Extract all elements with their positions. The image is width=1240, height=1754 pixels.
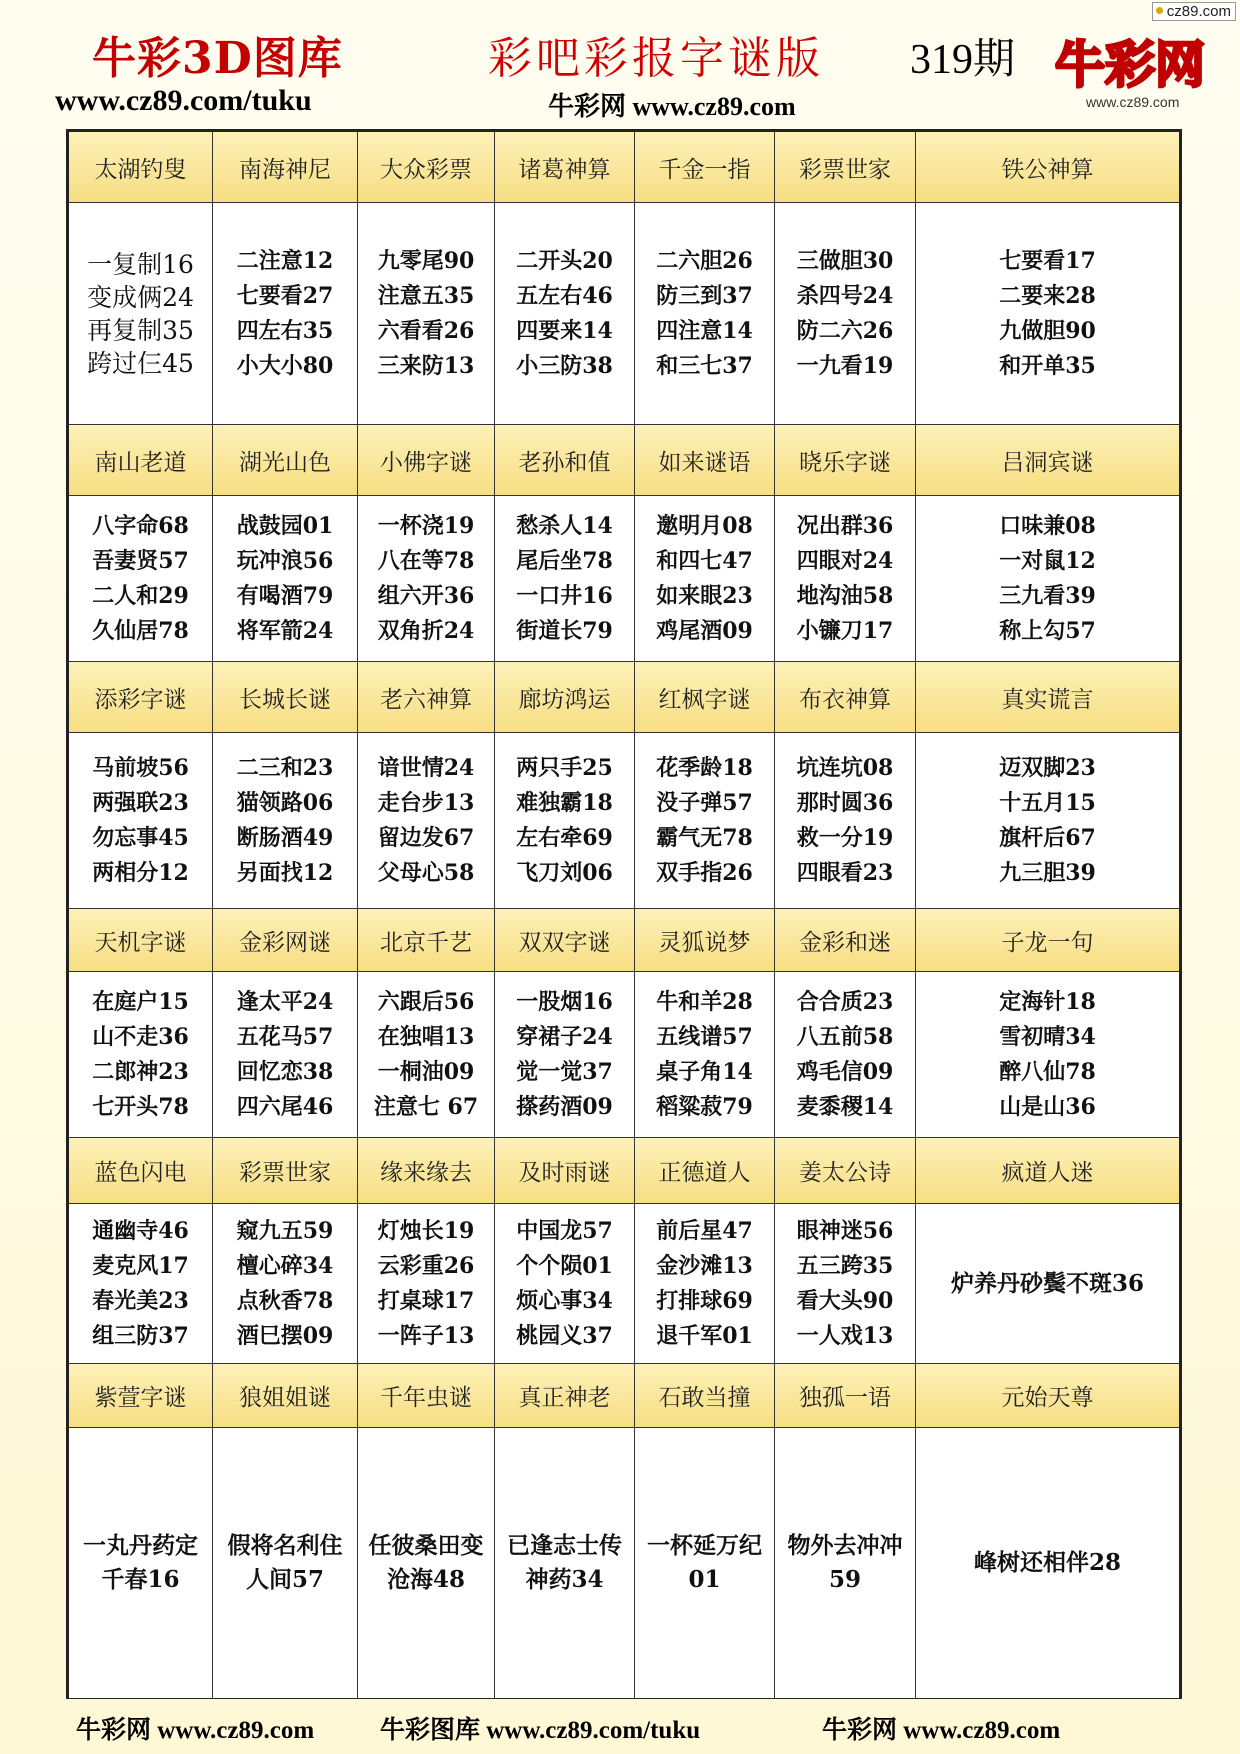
puzzle-line: 霸气无78: [656, 824, 753, 851]
puzzle-line: 打排球69: [656, 1287, 753, 1314]
puzzle-line: 一桐油09: [377, 1058, 475, 1085]
column-header: 北京千艺: [358, 909, 495, 972]
puzzle-line: 二要来28: [999, 282, 1096, 309]
site-title: 牛彩3D图库: [92, 33, 343, 84]
puzzle-cell: [495, 203, 635, 425]
column-header: 红枫字谜: [635, 662, 775, 733]
puzzle-line: 小镰刀17: [796, 617, 894, 644]
puzzle-line: 五花马57: [236, 1023, 334, 1050]
puzzle-line: 两相分12: [92, 859, 189, 886]
puzzle-line: 防三到37: [656, 282, 753, 309]
puzzle-line: 四左右35: [236, 317, 334, 344]
puzzle-line: 地沟油58: [796, 582, 894, 609]
puzzle-cell: [69, 496, 213, 662]
column-header: 双双字谜: [495, 909, 635, 972]
column-header: 大众彩票: [358, 132, 495, 203]
puzzle-line: 在独唱13: [377, 1023, 475, 1050]
puzzle-cell: [916, 1428, 1179, 1698]
puzzle-line: 桃园义37: [516, 1322, 613, 1349]
puzzle-cell: [635, 972, 775, 1138]
puzzle-cell: [495, 496, 635, 662]
puzzle-line: 逢太平24: [236, 988, 334, 1015]
puzzle-line: 搽药酒09: [516, 1093, 613, 1120]
puzzle-line: 四六尾46: [236, 1093, 334, 1120]
puzzle-line: 如来眼23: [656, 582, 753, 609]
puzzle-line: 四要来14: [516, 317, 613, 344]
puzzle-line: 麦黍稷14: [796, 1093, 894, 1120]
puzzle-cell: [213, 203, 358, 425]
column-header: 真实谎言: [916, 662, 1179, 733]
puzzle-cell: [635, 203, 775, 425]
puzzle-line: 断肠酒49: [236, 824, 334, 851]
puzzle-line: 难独霸18: [516, 789, 613, 816]
puzzle-cell: [775, 972, 916, 1138]
column-header: 元始天尊: [916, 1364, 1179, 1428]
column-header: 彩票世家: [213, 1138, 358, 1204]
puzzle-line: 九三胆39: [999, 859, 1096, 886]
puzzle-line: 檀心碎34: [236, 1252, 334, 1279]
puzzle-cell: [358, 972, 495, 1138]
puzzle-line: 四注意14: [656, 317, 753, 344]
puzzle-line: 桌子角14: [656, 1058, 753, 1085]
puzzle-line: 再复制35: [87, 315, 194, 345]
puzzle-line: 和四七47: [656, 547, 753, 574]
puzzle-line: 已逢志士传神药34: [507, 1532, 622, 1593]
column-header: 狼姐姐谜: [213, 1364, 358, 1428]
puzzle-line: 三来防13: [377, 352, 475, 379]
column-header: 金彩网谜: [213, 909, 358, 972]
issue-number: 319期: [910, 37, 1016, 83]
column-header: 千金一指: [635, 132, 775, 203]
site-url[interactable]: www.cz89.com/tuku: [55, 84, 312, 117]
puzzle-line: 合合质23: [796, 988, 894, 1015]
column-header: 湖光山色: [213, 425, 358, 496]
puzzle-line: 旗杆后67: [999, 824, 1096, 851]
column-header: 晓乐字谜: [775, 425, 916, 496]
puzzle-line: 和三七37: [656, 352, 753, 379]
puzzle-line: 牛和羊28: [656, 988, 753, 1015]
column-header: 正德道人: [635, 1138, 775, 1204]
puzzle-line: 愁杀人14: [516, 512, 613, 539]
puzzle-cell: [213, 496, 358, 662]
puzzle-cell: [358, 1204, 495, 1364]
column-header: 布衣神算: [775, 662, 916, 733]
column-header: 长城长谜: [213, 662, 358, 733]
puzzle-cell: [213, 733, 358, 909]
puzzle-line: 那时圆36: [796, 789, 894, 816]
column-header: 及时雨谜: [495, 1138, 635, 1204]
puzzle-cell: [916, 733, 1179, 909]
puzzle-line: 个个陨01: [516, 1252, 613, 1279]
puzzle-line: 金沙滩13: [656, 1252, 753, 1279]
puzzle-line: 八五前58: [796, 1023, 894, 1050]
puzzle-line: 觉一觉37: [516, 1058, 613, 1085]
puzzle-line: 防二六26: [796, 317, 894, 344]
puzzle-cell: [916, 496, 1179, 662]
puzzle-line: 况出群36: [796, 512, 894, 539]
puzzle-line: 中国龙57: [516, 1217, 613, 1244]
puzzle-line: 另面找12: [236, 859, 334, 886]
puzzle-line: 退千军01: [656, 1322, 753, 1349]
puzzle-line: 稻粱菽79: [656, 1093, 753, 1120]
puzzle-cell: [775, 203, 916, 425]
puzzle-line: 将军箭24: [236, 617, 334, 644]
puzzle-line: 八在等78: [377, 547, 475, 574]
puzzle-line: 两强联23: [92, 789, 189, 816]
puzzle-cell: [358, 203, 495, 425]
puzzle-line: 山是山36: [999, 1093, 1096, 1120]
puzzle-line: 定海针18: [999, 988, 1096, 1015]
puzzle-line: 假将名利住人间57: [227, 1532, 343, 1593]
column-header: 南海神尼: [213, 132, 358, 203]
puzzle-line: 鸡尾酒09: [656, 617, 753, 644]
puzzle-line: 父母心58: [377, 859, 475, 886]
puzzle-cell: [775, 733, 916, 909]
column-header: 姜太公诗: [775, 1138, 916, 1204]
puzzle-line: 注意五35: [377, 282, 475, 309]
puzzle-line: 烦心事34: [516, 1287, 613, 1314]
puzzle-line: 醉八仙78: [999, 1058, 1096, 1085]
puzzle-line: 吾妻贤57: [92, 547, 189, 574]
column-header: 老孙和值: [495, 425, 635, 496]
column-header: 诸葛神算: [495, 132, 635, 203]
logo-text: 牛彩网: [1055, 36, 1205, 94]
sub-site-url[interactable]: 牛彩网 www.cz89.com: [548, 92, 796, 121]
puzzle-line: 和开单35: [999, 352, 1096, 379]
puzzle-line: 跨过仨45: [87, 348, 194, 378]
puzzle-line: 二郎神23: [92, 1058, 189, 1085]
puzzle-cell: [916, 1204, 1179, 1364]
puzzle-line: 二人和29: [92, 582, 189, 609]
column-header: 如来谜语: [635, 425, 775, 496]
column-header: 紫萱字谜: [69, 1364, 213, 1428]
puzzle-line: 久仙居78: [92, 617, 189, 644]
column-header: 真正神老: [495, 1364, 635, 1428]
puzzle-cell: [69, 1204, 213, 1364]
puzzle-line: 看大头90: [796, 1287, 894, 1314]
puzzle-line: 注意七 67: [373, 1093, 479, 1120]
puzzle-line: 猫领路06: [236, 789, 334, 816]
puzzle-cell: [358, 733, 495, 909]
puzzle-line: 迈双脚23: [999, 754, 1096, 781]
puzzle-line: 酒巳摆09: [236, 1322, 334, 1349]
puzzle-line: 灯烛长19: [377, 1217, 475, 1244]
puzzle-line: 左右牵69: [516, 824, 613, 851]
puzzle-cell: [69, 733, 213, 909]
page-heading: 彩吧彩报字谜版: [488, 33, 824, 84]
puzzle-line: 一复制16: [87, 249, 194, 279]
puzzle-line: 口味兼08: [999, 512, 1096, 539]
puzzle-line: 一人戏13: [796, 1322, 894, 1349]
column-header: 灵狐说梦: [635, 909, 775, 972]
column-header: 缘来缘去: [358, 1138, 495, 1204]
puzzle-line: 一口井16: [516, 582, 613, 609]
puzzle-line: 尾后坐78: [516, 547, 613, 574]
puzzle-cell: [775, 1204, 916, 1364]
column-header: 天机字谜: [69, 909, 213, 972]
column-header: 子龙一句: [916, 909, 1179, 972]
puzzle-line: 有喝酒79: [236, 582, 334, 609]
logo-url: www.cz89.com: [1086, 94, 1180, 110]
column-header: 疯道人迷: [916, 1138, 1179, 1204]
puzzle-line: 云彩重26: [377, 1252, 475, 1279]
puzzle-line: 组六开36: [377, 582, 475, 609]
puzzle-line: 小三防38: [516, 352, 613, 379]
puzzle-line: 五线谱57: [656, 1023, 753, 1050]
puzzle-line: 六跟后56: [377, 988, 475, 1015]
puzzle-line: 三做胆30: [796, 247, 894, 274]
puzzle-line: 二六胆26: [656, 247, 753, 274]
column-header: 石敢当撞: [635, 1364, 775, 1428]
puzzle-line: 七要看27: [236, 282, 334, 309]
column-header: 添彩字谜: [69, 662, 213, 733]
puzzle-line: 十五月15: [999, 789, 1096, 816]
puzzle-line: 马前坡56: [92, 754, 189, 781]
puzzle-line: 六看看26: [377, 317, 475, 344]
puzzle-line: 二开头20: [516, 247, 613, 274]
column-header: 铁公神算: [916, 132, 1179, 203]
puzzle-line: 物外去冲冲59: [787, 1532, 903, 1593]
footer-link-left[interactable]: 牛彩网 www.cz89.com: [76, 1717, 315, 1744]
puzzle-line: 小大小80: [236, 352, 334, 379]
puzzle-cell: [495, 733, 635, 909]
puzzle-line: 花季龄18: [656, 754, 753, 781]
column-header: 彩票世家: [775, 132, 916, 203]
puzzle-line: 五三跨35: [796, 1252, 894, 1279]
puzzle-table: [66, 129, 1182, 1699]
puzzle-line: 峰树还相伴28: [973, 1549, 1121, 1576]
puzzle-line: 双角折24: [377, 617, 475, 644]
puzzle-cell: [358, 496, 495, 662]
puzzle-line: 任彼桑田变沧海48: [368, 1532, 484, 1593]
corner-url-text: cz89.com: [1166, 3, 1231, 20]
puzzle-cell: [635, 733, 775, 909]
puzzle-cell: [69, 203, 213, 425]
column-header: 吕洞宾谜: [916, 425, 1179, 496]
puzzle-cell: [916, 203, 1179, 425]
puzzle-line: 九做胆90: [999, 317, 1096, 344]
puzzle-line: 二注意12: [236, 247, 334, 274]
column-header: 千年虫谜: [358, 1364, 495, 1428]
puzzle-cell: [635, 1204, 775, 1364]
puzzle-line: 四眼看23: [796, 859, 894, 886]
puzzle-cell: [775, 1428, 916, 1698]
puzzle-line: 眼神迷56: [796, 1217, 894, 1244]
footer-link-right[interactable]: 牛彩网 www.cz89.com: [822, 1717, 1061, 1744]
puzzle-line: 窥九五59: [236, 1217, 334, 1244]
puzzle-line: 称上勾57: [999, 617, 1096, 644]
puzzle-line: 雪初晴34: [999, 1023, 1096, 1050]
puzzle-line: 一杯延万纪01: [647, 1532, 762, 1593]
puzzle-line: 麦克风17: [92, 1252, 189, 1279]
puzzle-line: 救一分19: [796, 824, 894, 851]
column-header: 廊坊鸿运: [495, 662, 635, 733]
puzzle-line: 飞刀刘06: [516, 859, 613, 886]
puzzle-line: 打桌球17: [377, 1287, 475, 1314]
column-header: 小佛字谜: [358, 425, 495, 496]
column-header: 老六神算: [358, 662, 495, 733]
puzzle-line: 一股烟16: [516, 988, 613, 1015]
puzzle-cell: [213, 1428, 358, 1698]
puzzle-cell: [358, 1428, 495, 1698]
puzzle-line: 没子弹57: [656, 789, 753, 816]
puzzle-line: 玩冲浪56: [236, 547, 334, 574]
puzzle-line: 留边发67: [377, 824, 475, 851]
puzzle-line: 七要看17: [999, 247, 1096, 274]
puzzle-line: 春光美23: [92, 1287, 189, 1314]
column-header: 金彩和迷: [775, 909, 916, 972]
site-favicon-icon: [1156, 7, 1163, 14]
puzzle-line: 四眼对24: [796, 547, 894, 574]
puzzle-line: 三九看39: [999, 582, 1096, 609]
puzzle-line: 双手指26: [656, 859, 753, 886]
puzzle-line: 八字命68: [92, 512, 189, 539]
puzzle-line: 变成俩24: [87, 282, 194, 312]
puzzle-line: 两只手25: [516, 754, 613, 781]
column-header: 蓝色闪电: [69, 1138, 213, 1204]
puzzle-line: 一对鼠12: [999, 547, 1096, 574]
puzzle-line: 一九看19: [796, 352, 894, 379]
corner-url-badge[interactable]: [1152, 2, 1236, 21]
puzzle-cell: [916, 972, 1179, 1138]
puzzle-line: 九零尾90: [377, 247, 475, 274]
puzzle-cell: [69, 1428, 213, 1698]
puzzle-line: 杀四号24: [796, 282, 894, 309]
puzzle-cell: [775, 496, 916, 662]
puzzle-line: 勿忘事45: [92, 824, 189, 851]
puzzle-cell: [213, 972, 358, 1138]
column-header: 太湖钓叟: [69, 132, 213, 203]
puzzle-line: 七开头78: [92, 1093, 189, 1120]
puzzle-cell: [213, 1204, 358, 1364]
puzzle-line: 二三和23: [236, 754, 334, 781]
puzzle-cell: [69, 972, 213, 1138]
puzzle-line: 山不走36: [92, 1023, 189, 1050]
puzzle-line: 在庭户15: [92, 988, 189, 1015]
puzzle-line: 一杯浇19: [377, 512, 475, 539]
puzzle-line: 回忆恋38: [236, 1058, 334, 1085]
puzzle-line: 一丸丹药定千春16: [83, 1532, 198, 1593]
puzzle-cell: [635, 1428, 775, 1698]
puzzle-line: 鸡毛信09: [796, 1058, 894, 1085]
puzzle-cell: [495, 972, 635, 1138]
puzzle-line: 通幽寺46: [92, 1217, 189, 1244]
puzzle-line: 穿裙子24: [516, 1023, 613, 1050]
footer-link-middle[interactable]: 牛彩图库 www.cz89.com/tuku: [380, 1717, 701, 1744]
puzzle-cell: [635, 496, 775, 662]
puzzle-cell: [495, 1428, 635, 1698]
column-header: 独孤一语: [775, 1364, 916, 1428]
puzzle-line: 坑连坑08: [796, 754, 894, 781]
puzzle-line: 一阵子13: [377, 1322, 475, 1349]
puzzle-line: 前后星47: [656, 1217, 753, 1244]
puzzle-line: 点秋香78: [236, 1287, 334, 1314]
puzzle-line: 走台步13: [377, 789, 475, 816]
puzzle-line: 组三防37: [92, 1322, 189, 1349]
puzzle-line: 谙世情24: [377, 754, 475, 781]
puzzle-line: 战鼓园01: [236, 512, 334, 539]
puzzle-grid: [69, 132, 1179, 1696]
puzzle-cell: [495, 1204, 635, 1364]
puzzle-line: 炉养丹砂鬓不斑36: [950, 1269, 1144, 1297]
column-header: 南山老道: [69, 425, 213, 496]
puzzle-line: 邀明月08: [656, 512, 753, 539]
puzzle-line: 五左右46: [516, 282, 613, 309]
puzzle-line: 街道长79: [516, 617, 613, 644]
